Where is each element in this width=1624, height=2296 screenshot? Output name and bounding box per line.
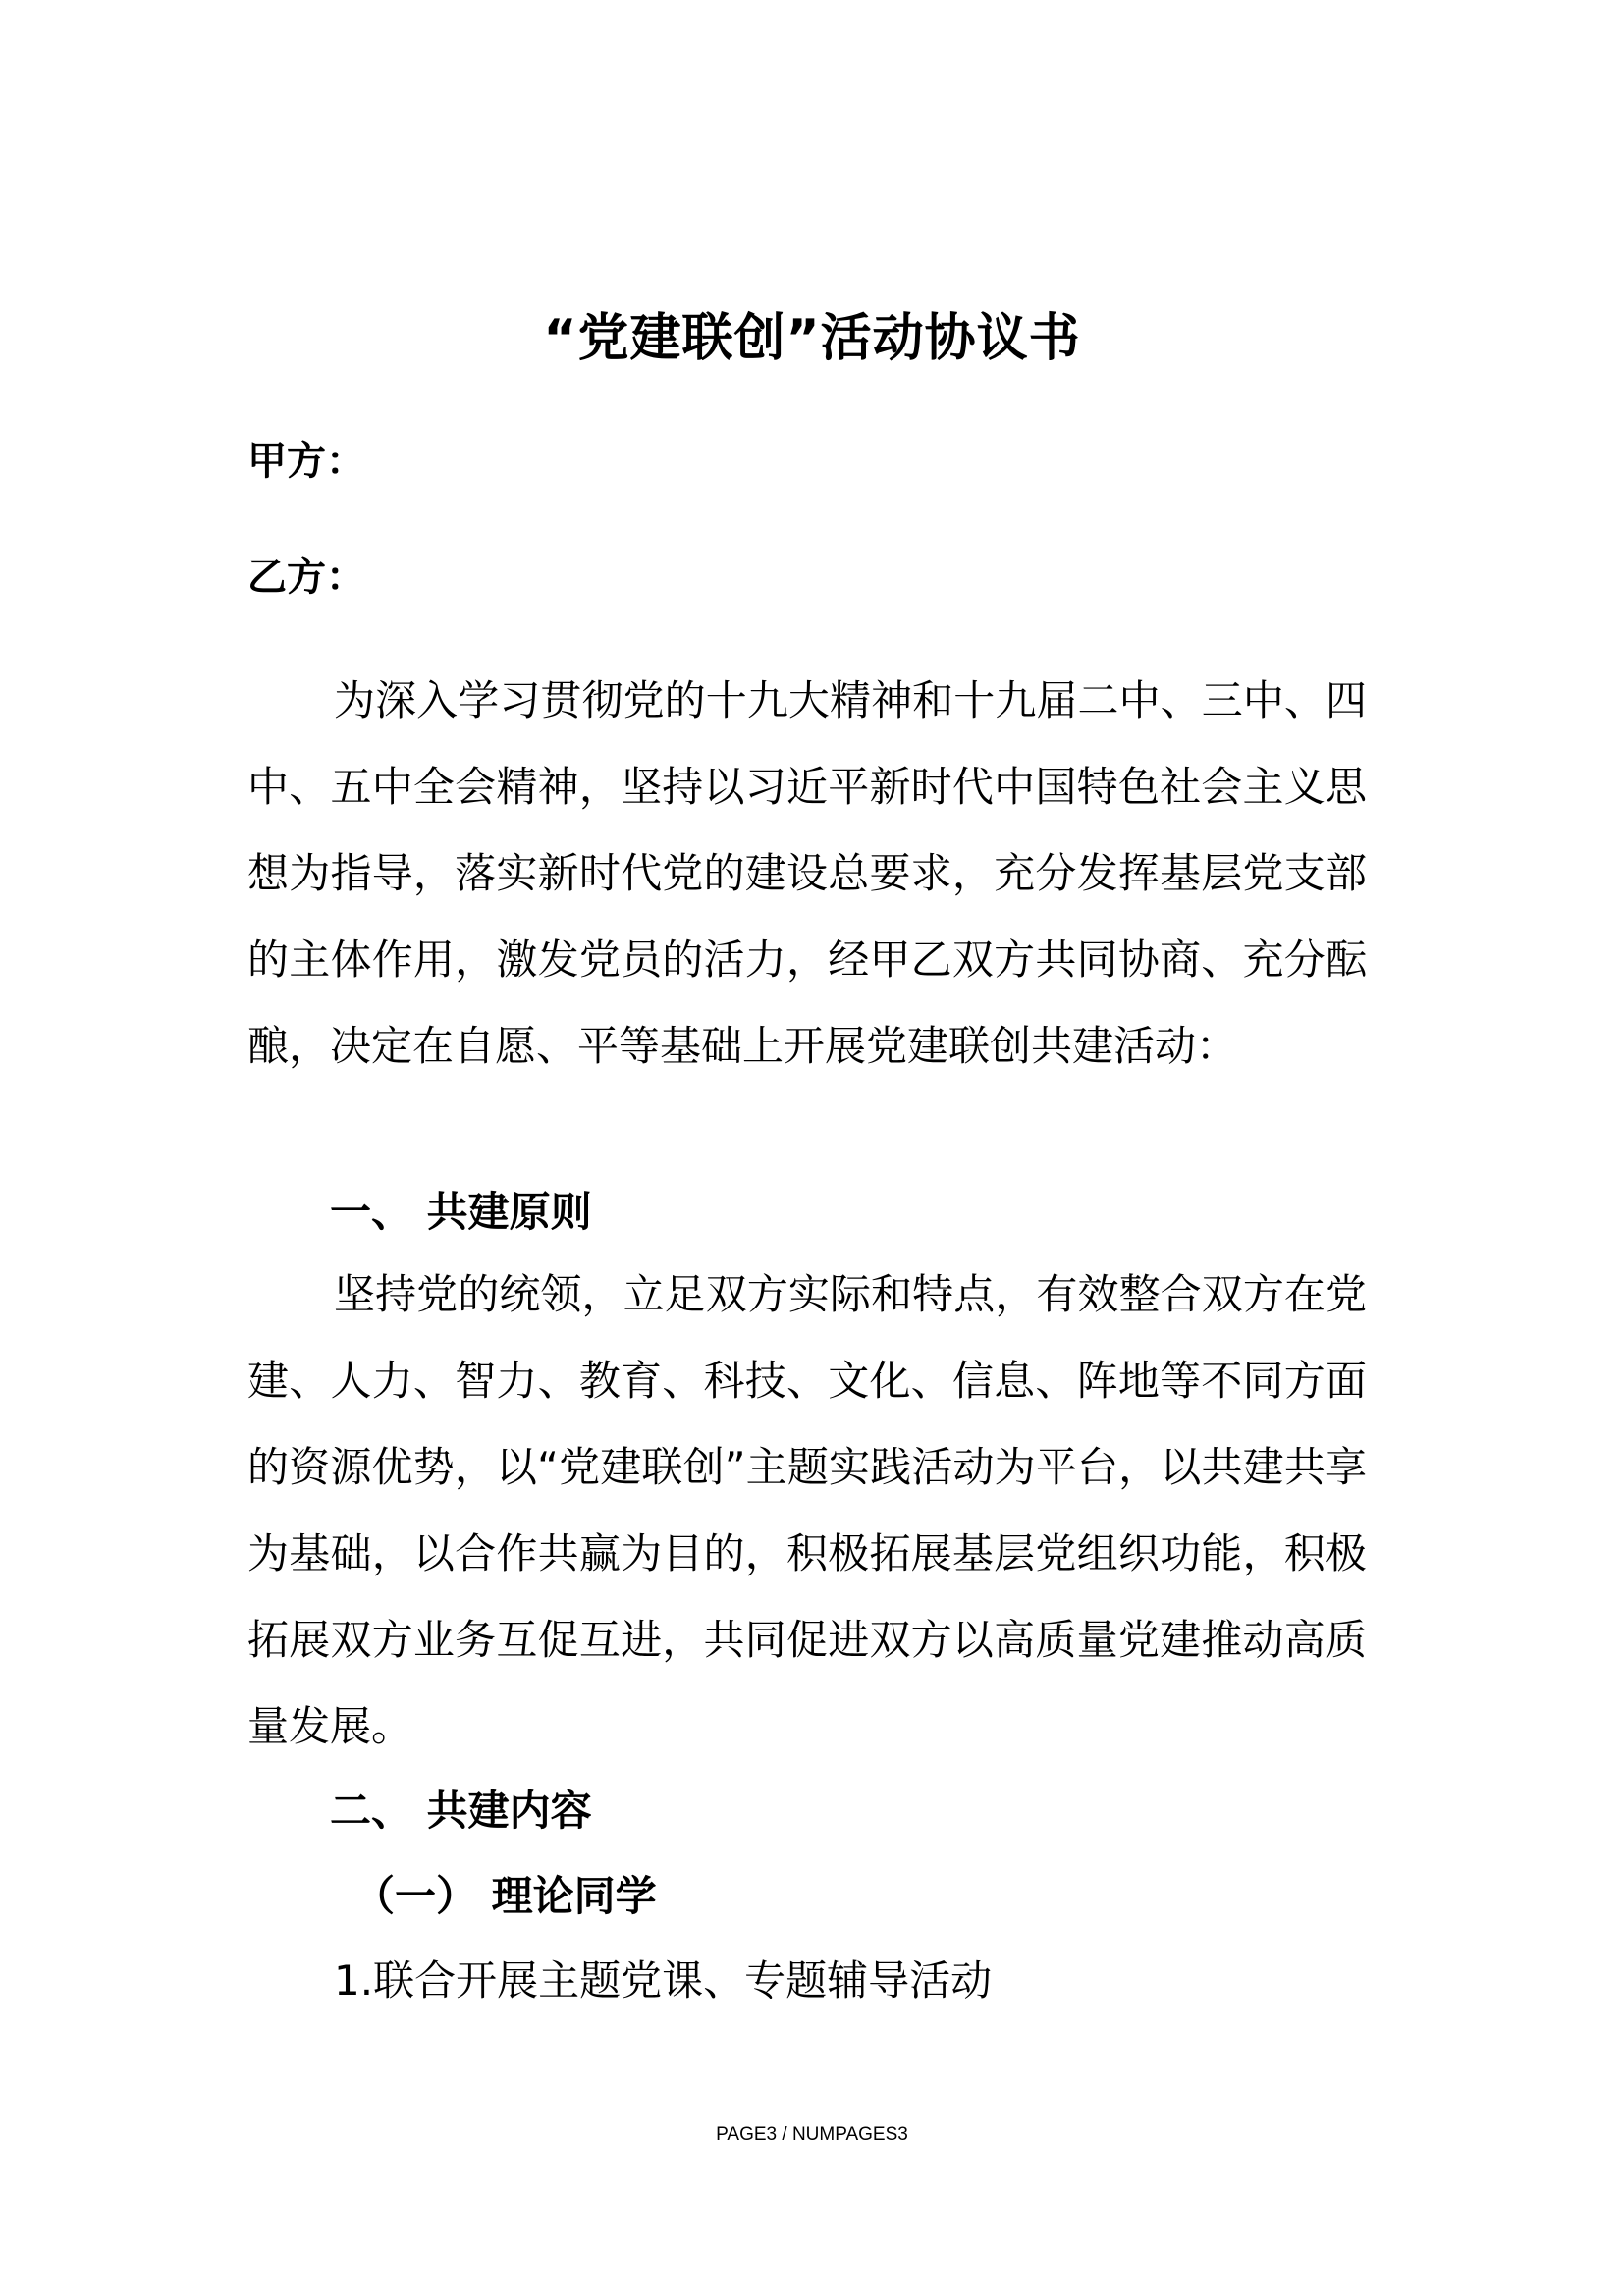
- section-heading-content: 二、 共建内容: [330, 1787, 592, 1835]
- page-number-footer: PAGE3 / NUMPAGES3: [716, 2124, 908, 2145]
- subsection-heading-theory: （一） 理论同学: [353, 1872, 657, 1920]
- document-title: “党建联创”活动协议书: [543, 309, 1081, 368]
- principles-paragraph: 坚持党的统领，立足双方实际和特点，有效整合双方在党建、人力、智力、教育、科技、文化、信息、阵地等不同方面的资源优势，以“党建联创”主题实践活动为平台，以共建共享为基础，以合作共赢为目的，积极拓展基层党组织功能，积极拓展双方业务互促互进，共同促进双方以高质量党建推动高质量发展。: [247, 1270, 1367, 1750]
- list-item: 1.联合开展主题党课、专题辅导活动: [334, 1956, 993, 2004]
- party-b-label: 乙方：: [247, 555, 365, 600]
- party-a-label: 甲方：: [247, 439, 365, 484]
- section-heading-principles: 一、 共建原则: [330, 1188, 592, 1236]
- intro-paragraph: 为深入学习贯彻党的十九大精神和十九届二中、三中、四中、五中全会精神，坚持以习近平新时代中国特色社会主义思想为指导，落实新时代党的建设总要求，充分发挥基层党支部的主体作用，激发党员的活力，经甲乙双方共同协商、充分酝酿，决定在自愿、平等基础上开展党建联创共建活动：: [247, 676, 1367, 1070]
